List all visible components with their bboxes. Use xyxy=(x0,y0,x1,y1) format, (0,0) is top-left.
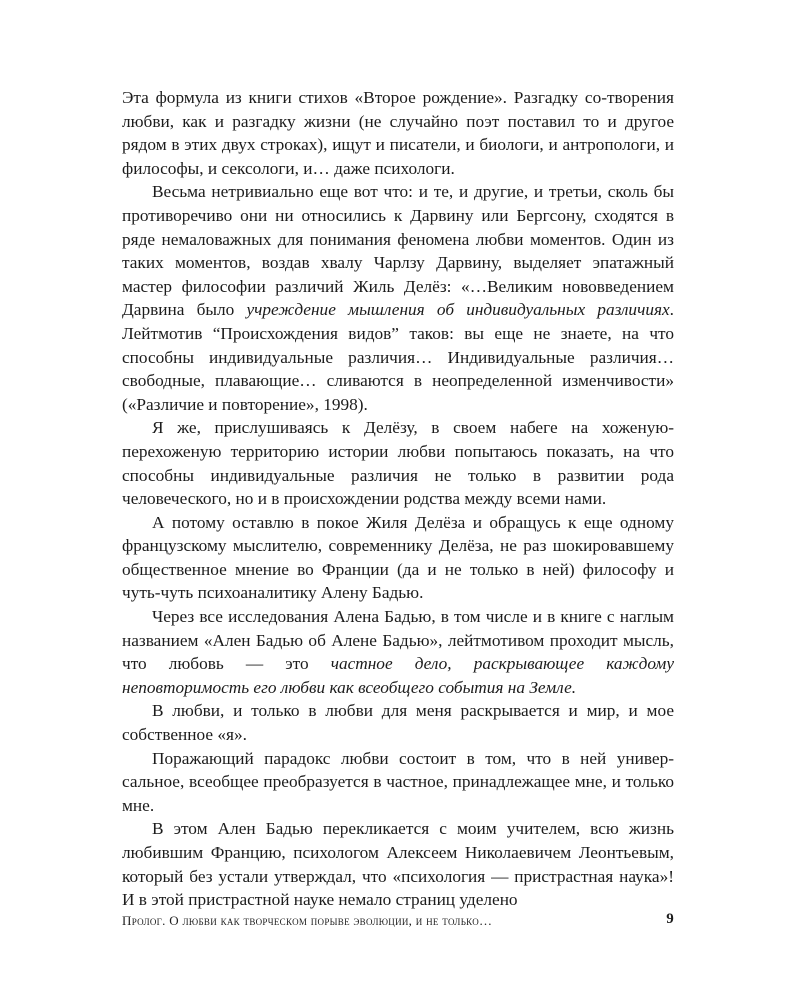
text-segment: В этом Ален Бадью перекликается с моим учителем, всю жизнь любившим Францию, психологом Алексеем Николаевичем Леонтьевым, который без устали утверждал, что «психология — пристрастная наука»! И в этой пристрастной науке немало страниц уделено xyxy=(122,819,674,910)
italic-text-segment: учреждение мышления об индивидуальных различиях xyxy=(246,300,670,320)
page-body-text xyxy=(122,86,674,912)
page-number: 9 xyxy=(666,911,674,927)
text-segment: Я же, прислушиваясь к Делёзу, в своем набеге на хоженую-перехоженую территорию истории любви попытаюсь показать, на что способны индивидуальные различия не только в развитии рода человеческого, но и в происхождении родства между всеми нами. xyxy=(122,418,674,509)
paragraph xyxy=(122,86,674,180)
italic-text-segment: частное дело, раскрывающее каждому неповторимость его любви как всеобщего события на Земле. xyxy=(122,654,674,697)
paragraph xyxy=(122,416,674,510)
text-segment: А потому оставлю в покое Жиля Делёза и обращусь к еще одному французскому мыслителю, современнику Делёза, не раз шокировавшему общественное мнение во Франции (да и не только в ней) философу и чуть-чуть психоаналитику Алену Бадью. xyxy=(122,512,674,603)
paragraph xyxy=(122,511,674,605)
text-segment: Весьма нетривиально еще вот что: и те, и другие, и третьи, сколь бы противоречиво они ни относились к Дарвину или Бергсону, сходятся в ряде немаловажных для понимания феномена любви моментов. Один из таких моментов, воздав хвалу Чарлзу Дарвину, выделяет эпатажный мастер философии различий Жиль Делёз: «…Великим нововведением Дарвина было xyxy=(122,182,674,320)
text-segment: В любви, и только в любви для меня раскрывается и мир, и мое собственное «я». xyxy=(122,701,674,745)
paragraph xyxy=(122,699,674,746)
paragraph xyxy=(122,747,674,818)
text-segment: Поражающий парадокс любви состоит в том, что в ней универсальное, всеобщее преобразуется в частное, принадлежащее мне, и только мне. xyxy=(122,748,674,815)
text-segment: . Лейтмотив “Происхождения видов” таков: вы еще не знаете, на что способны индивидуальные различия… Индивидуальные различия… свободные, плавающие… сливаются в неопределенной изменчивости» («Различие и повторение», 1998). xyxy=(122,300,674,414)
paragraph xyxy=(122,817,674,911)
text-segment: Через все исследования Алена Бадью, в том числе и в книге с наглым названием «Ален Бадью об Алене Бадью», лейтмотивом проходит мысль, что любовь — это xyxy=(122,607,674,674)
running-head: Пролог. О любви как творческом порыве эволюции, и не только… xyxy=(122,913,493,928)
page-footer xyxy=(122,913,674,933)
paragraph xyxy=(122,180,674,416)
paragraph xyxy=(122,605,674,699)
text-segment: Эта формула из книги стихов «Второе рождение». Разгадку со-творения любви, как и разгадку жизни (не случайно поэт поставил то и другое рядом в этих двух строках), ищут и писатели, и биологи, и антропологи, и философы, и сексологи, и… даже психологи. xyxy=(122,88,674,178)
